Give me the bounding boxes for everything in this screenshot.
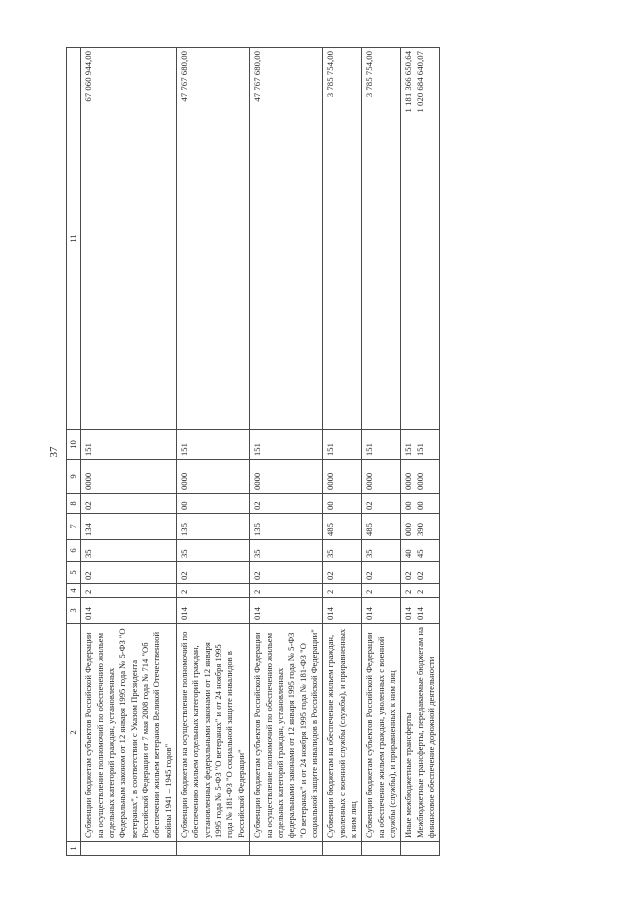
code-element: 02 [362, 494, 401, 514]
header-cell: 9 [67, 460, 81, 494]
code-group: 2 [323, 584, 362, 598]
row-description: Субвенции бюджетам субъектов Российской Федерации на обеспечение жильем граждан, уволенных с военной службы (службы), и приравненных к ним лиц [362, 624, 401, 842]
header-cell: 2 [67, 624, 81, 842]
code-element: 00 [177, 494, 250, 514]
table-row [401, 48, 440, 856]
code-value: 00 [403, 501, 414, 510]
code-subgroup: 02 [362, 562, 401, 584]
code-admin: 014 [177, 598, 250, 624]
code-value: 2 [414, 589, 425, 594]
rotated-page [42, 42, 604, 862]
code-value: 151 [403, 443, 414, 456]
table-row [362, 48, 401, 856]
code-admin: 014 [250, 598, 323, 624]
code-value: 2 [403, 589, 414, 594]
row-description-line: Межбюджетные трансферты, передаваемые бюджетам на финансовое обеспечение дорожной деятельности [414, 627, 436, 838]
code-value: 02 [403, 571, 414, 580]
amount-cell: 67 060 944,00 [81, 48, 177, 430]
row-number-cell [362, 842, 401, 856]
header-cell: 11 [67, 48, 81, 430]
code-admin: 014 [323, 598, 362, 624]
header-row [67, 48, 81, 856]
header-cell: 5 [67, 562, 81, 584]
table-row [177, 48, 250, 856]
code-subarticle: 135 [177, 514, 250, 540]
code-kosgu: 151 [323, 430, 362, 460]
row-number-cell [323, 842, 362, 856]
code-group: 2 [177, 584, 250, 598]
header-cell: 6 [67, 540, 81, 562]
row-description: Субвенции бюджетам на осуществление полномочий по обеспечению жильем отдельных категорий граждан, установленных федеральными законами от 12 января 1995 года № 5-ФЗ "О ветеранах" и от 24 ноября 1995 года № 181-ФЗ "О социальной защите инвалидов в Российской Федерации" [177, 624, 250, 842]
row-description: Субвенции бюджетам на обеспечение жильем граждан, уволенных с военной службы (службы), и приравненных к ним лиц [323, 624, 362, 842]
code-article: 35 [177, 540, 250, 562]
code-admin: 014 [362, 598, 401, 624]
amount-value: 1 181 366 650,64 [403, 51, 414, 113]
code-subarticle: 134 [81, 514, 177, 540]
row-description: Субвенции бюджетам субъектов Российской Федерации на осуществление полномочий по обеспечению жильем отдельных категорий граждан, установленных федеральными законами от 12 января 1995 года № 5-ФЗ "О ветеранах" и от 24 ноября 1995 года № 181-ФЗ "О социальной защите инвалидов в Российской Федерации" [250, 624, 323, 842]
code-admin [401, 598, 440, 624]
amount-cell: 47 767 680,00 [250, 48, 323, 430]
code-article [401, 540, 440, 562]
code-value: 390 [414, 523, 425, 536]
row-description-line: Иные межбюджетные трансферты [403, 712, 414, 838]
page-number: 37 [48, 446, 60, 458]
header-cell: 1 [67, 842, 81, 856]
code-program: 0000 [323, 460, 362, 494]
code-article: 35 [250, 540, 323, 562]
table-row [323, 48, 362, 856]
code-value: 000 [403, 523, 414, 536]
code-value: 45 [414, 549, 425, 558]
code-kosgu: 151 [362, 430, 401, 460]
code-value: 014 [414, 607, 425, 620]
header-cell: 3 [67, 598, 81, 624]
code-subgroup: 02 [250, 562, 323, 584]
code-value: 151 [414, 443, 425, 456]
code-group: 2 [250, 584, 323, 598]
table-row [81, 48, 177, 856]
code-article: 35 [323, 540, 362, 562]
header-cell: 10 [67, 430, 81, 460]
code-value: 40 [403, 549, 414, 558]
amount-cell: 3 785 754,00 [323, 48, 362, 430]
code-subarticle: 485 [323, 514, 362, 540]
header-cell: 8 [67, 494, 81, 514]
row-description: Субвенции бюджетам субъектов Российской Федерации на осуществление полномочий по обеспечению жильем отдельных категорий граждан, установленных Федеральным законом от 12 января 1995 года № 5-ФЗ "О ветеранах", в соответствии с Указом Президента Российской Федерации от 7 мая 2008 года № 714 "Об обеспечении жильем ветеранов Великой Отечественной войны 1941 – 1945 годов" [81, 624, 177, 842]
amount-cell [401, 48, 440, 430]
code-program [401, 460, 440, 494]
code-program: 0000 [81, 460, 177, 494]
code-group: 2 [362, 584, 401, 598]
code-subgroup: 02 [177, 562, 250, 584]
amount-cell: 47 767 680,00 [177, 48, 250, 430]
code-admin: 014 [81, 598, 177, 624]
row-description [401, 624, 440, 842]
header-cell: 4 [67, 584, 81, 598]
header-cell: 7 [67, 514, 81, 540]
budget-table [66, 47, 440, 856]
code-kosgu: 151 [250, 430, 323, 460]
amount-value: 1 020 684 640,07 [414, 51, 425, 113]
code-group: 2 [81, 584, 177, 598]
code-value: 0000 [414, 472, 425, 490]
code-program: 0000 [362, 460, 401, 494]
code-subgroup [401, 562, 440, 584]
code-element: 02 [250, 494, 323, 514]
code-element: 02 [81, 494, 177, 514]
row-number-cell [81, 842, 177, 856]
code-subarticle: 485 [362, 514, 401, 540]
table-row [250, 48, 323, 856]
code-element [401, 494, 440, 514]
code-program: 0000 [250, 460, 323, 494]
amount-cell: 3 785 754,00 [362, 48, 401, 430]
code-subarticle: 135 [250, 514, 323, 540]
code-article: 35 [81, 540, 177, 562]
code-kosgu: 151 [81, 430, 177, 460]
code-subgroup: 02 [323, 562, 362, 584]
code-value: 014 [403, 607, 414, 620]
code-kosgu: 151 [177, 430, 250, 460]
code-subgroup: 02 [81, 562, 177, 584]
code-element: 00 [323, 494, 362, 514]
row-number-cell [250, 842, 323, 856]
code-subarticle [401, 514, 440, 540]
code-group [401, 584, 440, 598]
code-program: 0000 [177, 460, 250, 494]
code-value: 02 [414, 571, 425, 580]
code-value: 00 [414, 501, 425, 510]
row-number-cell [177, 842, 250, 856]
code-kosgu [401, 430, 440, 460]
code-value: 0000 [403, 472, 414, 490]
row-number-cell [401, 842, 440, 856]
code-article: 35 [362, 540, 401, 562]
